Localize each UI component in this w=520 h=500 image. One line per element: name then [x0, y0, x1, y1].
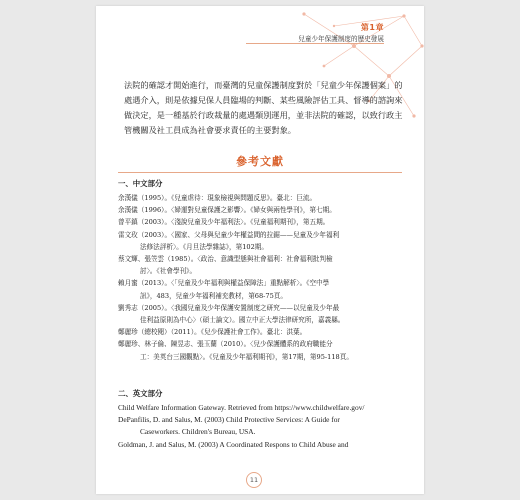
reference-entry: 余漢儀（1996）。〈婦運對兒童保護之影響〉。《婦女與兩性學刊》，第七期。 [118, 206, 336, 215]
reference-continuation: 討〉。《社會學刊》。 [140, 267, 197, 276]
references-heading: 參考文獻 [236, 155, 284, 168]
reference-continuation: 佳利益原則為中心〉（碩士論文）。國立中正大學法律研究所，嘉義縣。 [140, 316, 345, 325]
reference-entry: 余漢儀（1995）。《兒童虐待：現象檢視與問題反思》。臺北：巨流。 [118, 194, 317, 202]
chapter-label: 第1章 [360, 23, 384, 32]
section-heading-chinese: 一、中文部分 [118, 179, 163, 188]
reference-continuation: 工：美英台三國觀點〉。《兒童及少年福利期刊》，第17期，第95-118頁。 [140, 352, 353, 361]
english-reference-list [118, 402, 404, 451]
chinese-reference-list [118, 192, 404, 363]
reference-entry: DePanfilis, D. and Salus, M. (2003) Child Protective Services: A Guide for [118, 415, 340, 425]
reference-entry: 鄭麗珍（總校閱）（2011）。《兒少保護社會工作》。臺北：洪葉。 [118, 328, 307, 337]
header-divider [246, 43, 384, 44]
reference-continuation: 訊》，483，兒童少年福利補充教材，第68-75頁。 [140, 291, 287, 300]
book-page [96, 6, 424, 494]
reference-entry: 曾平鎮（2003）。〈淺說兒童及少年福利法〉。《兒童福利期刊》，第五期。 [118, 218, 330, 227]
section-heading-english: 二、英文部分 [118, 389, 163, 398]
references-divider [118, 172, 402, 173]
reference-entry: 劉秀志（2005）。〈我國兒童及少年保護安置制度之研究——以兒童及少年最 [118, 303, 340, 312]
reference-entry: 鄭麗珍、林子倫、陳昱志、張玉蘭（2010）。〈兒少保護體系的政府職能分 [118, 340, 333, 349]
reference-entry: 賴月蜜（2013）。〈「兒童及少年福利與權益保障法」重點解析〉。《空中學 [118, 279, 330, 288]
intro-line: 處遇介入，則是依據兒保人員臨場的判斷、某些風險評估工具、督導的諮詢來 [124, 95, 403, 105]
intro-line: 做決定，是一種基於行政裁量的處遇類別運用，並非法院的確認，以致行政主 [124, 110, 403, 120]
reference-continuation: 法修法評析〉。《月旦法學雜誌》，第102期。 [140, 242, 268, 251]
intro-line: 管機關及社工員成為社會要求責任的主要對象。 [124, 125, 296, 135]
intro-paragraph [124, 78, 403, 138]
reference-entry: 雷文玫（2003）。〈國家、父母與兒童少年權益間的拉鋸——兒童及少年福利 [118, 230, 340, 239]
chapter-subtitle: 兒童少年保護制度的歷史發展 [298, 35, 384, 43]
page-number: 11 [246, 472, 262, 488]
reference-entry: Child Welfare Information Gateway. Retrieved from https://www.childwelfare.gov/ [118, 403, 365, 412]
reference-entry: 蔡文輝、張笠雲（1985）。〈政治、意識型態與社會福利：社會福利批判檢 [118, 255, 333, 264]
intro-line: 法院的確認才開始進行，而臺灣的兒童保護制度對於「兒童少年保護個案」的 [124, 80, 403, 90]
reference-entry: Goldman, J. and Salus, M. (2003) A Coordinated Respons to Child Abuse and [118, 439, 349, 449]
reference-continuation: Caseworkers. Children's Bureau, USA. [140, 427, 256, 437]
